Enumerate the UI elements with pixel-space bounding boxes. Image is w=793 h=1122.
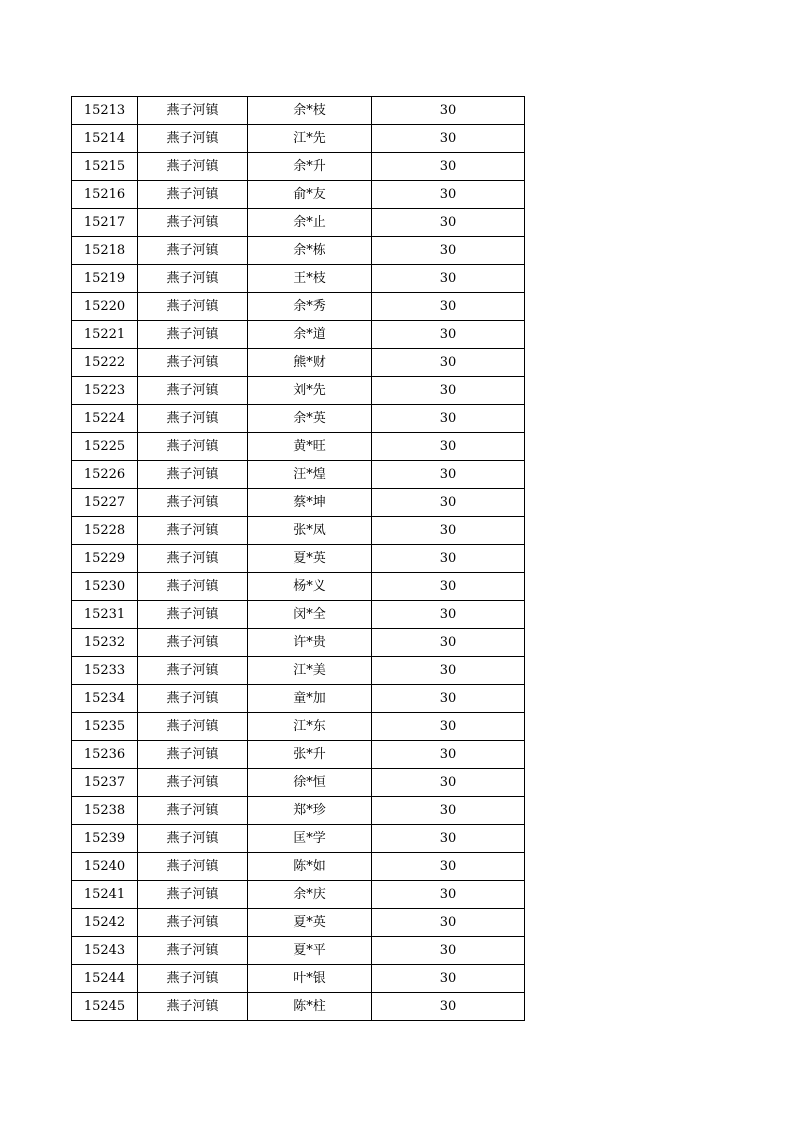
amount-cell: 30 xyxy=(372,825,525,853)
amount-cell: 30 xyxy=(372,181,525,209)
table-row xyxy=(72,265,525,293)
row-id-cell: 15214 xyxy=(72,125,138,153)
name-cell: 叶*银 xyxy=(248,965,372,993)
table-row xyxy=(72,293,525,321)
table-row xyxy=(72,993,525,1021)
name-cell: 余*枝 xyxy=(248,97,372,125)
amount-cell: 30 xyxy=(372,685,525,713)
amount-cell: 30 xyxy=(372,797,525,825)
row-id-cell: 15230 xyxy=(72,573,138,601)
amount-cell: 30 xyxy=(372,321,525,349)
town-cell: 燕子河镇 xyxy=(138,209,248,237)
name-cell: 匡*学 xyxy=(248,825,372,853)
amount-cell: 30 xyxy=(372,601,525,629)
amount-cell: 30 xyxy=(372,433,525,461)
town-cell: 燕子河镇 xyxy=(138,741,248,769)
name-cell: 汪*煌 xyxy=(248,461,372,489)
amount-cell: 30 xyxy=(372,769,525,797)
town-cell: 燕子河镇 xyxy=(138,545,248,573)
name-cell: 夏*英 xyxy=(248,909,372,937)
amount-cell: 30 xyxy=(372,881,525,909)
name-cell: 江*东 xyxy=(248,713,372,741)
name-cell: 张*升 xyxy=(248,741,372,769)
table-row xyxy=(72,405,525,433)
row-id-cell: 15233 xyxy=(72,657,138,685)
table-row xyxy=(72,629,525,657)
amount-cell: 30 xyxy=(372,657,525,685)
amount-cell: 30 xyxy=(372,573,525,601)
table-row xyxy=(72,937,525,965)
amount-cell: 30 xyxy=(372,713,525,741)
amount-cell: 30 xyxy=(372,489,525,517)
amount-cell: 30 xyxy=(372,377,525,405)
name-cell: 童*加 xyxy=(248,685,372,713)
amount-cell: 30 xyxy=(372,937,525,965)
table-row xyxy=(72,125,525,153)
town-cell: 燕子河镇 xyxy=(138,825,248,853)
row-id-cell: 15226 xyxy=(72,461,138,489)
name-cell: 陈*如 xyxy=(248,853,372,881)
town-cell: 燕子河镇 xyxy=(138,293,248,321)
name-cell: 余*道 xyxy=(248,321,372,349)
town-cell: 燕子河镇 xyxy=(138,713,248,741)
table-row xyxy=(72,461,525,489)
row-id-cell: 15222 xyxy=(72,349,138,377)
table-row xyxy=(72,237,525,265)
row-id-cell: 15237 xyxy=(72,769,138,797)
name-cell: 闵*全 xyxy=(248,601,372,629)
row-id-cell: 15227 xyxy=(72,489,138,517)
town-cell: 燕子河镇 xyxy=(138,433,248,461)
town-cell: 燕子河镇 xyxy=(138,97,248,125)
row-id-cell: 15217 xyxy=(72,209,138,237)
table-row xyxy=(72,741,525,769)
town-cell: 燕子河镇 xyxy=(138,125,248,153)
name-cell: 许*贵 xyxy=(248,629,372,657)
amount-cell: 30 xyxy=(372,545,525,573)
table-row xyxy=(72,685,525,713)
town-cell: 燕子河镇 xyxy=(138,769,248,797)
row-id-cell: 15216 xyxy=(72,181,138,209)
row-id-cell: 15232 xyxy=(72,629,138,657)
amount-cell: 30 xyxy=(372,405,525,433)
row-id-cell: 15236 xyxy=(72,741,138,769)
table-row xyxy=(72,489,525,517)
name-cell: 陈*柱 xyxy=(248,993,372,1021)
town-cell: 燕子河镇 xyxy=(138,853,248,881)
table-row xyxy=(72,853,525,881)
amount-cell: 30 xyxy=(372,125,525,153)
town-cell: 燕子河镇 xyxy=(138,405,248,433)
town-cell: 燕子河镇 xyxy=(138,265,248,293)
amount-cell: 30 xyxy=(372,461,525,489)
amount-cell: 30 xyxy=(372,153,525,181)
row-id-cell: 15213 xyxy=(72,97,138,125)
name-cell: 王*枝 xyxy=(248,265,372,293)
name-cell: 俞*友 xyxy=(248,181,372,209)
amount-cell: 30 xyxy=(372,293,525,321)
town-cell: 燕子河镇 xyxy=(138,321,248,349)
row-id-cell: 15225 xyxy=(72,433,138,461)
row-id-cell: 15245 xyxy=(72,993,138,1021)
row-id-cell: 15243 xyxy=(72,937,138,965)
row-id-cell: 15223 xyxy=(72,377,138,405)
row-id-cell: 15244 xyxy=(72,965,138,993)
name-cell: 余*栋 xyxy=(248,237,372,265)
town-cell: 燕子河镇 xyxy=(138,181,248,209)
amount-cell: 30 xyxy=(372,629,525,657)
amount-cell: 30 xyxy=(372,265,525,293)
table-row xyxy=(72,797,525,825)
table-row xyxy=(72,825,525,853)
amount-cell: 30 xyxy=(372,993,525,1021)
table-row xyxy=(72,321,525,349)
town-cell: 燕子河镇 xyxy=(138,377,248,405)
town-cell: 燕子河镇 xyxy=(138,461,248,489)
row-id-cell: 15238 xyxy=(72,797,138,825)
row-id-cell: 15239 xyxy=(72,825,138,853)
row-id-cell: 15242 xyxy=(72,909,138,937)
row-id-cell: 15228 xyxy=(72,517,138,545)
amount-cell: 30 xyxy=(372,237,525,265)
town-cell: 燕子河镇 xyxy=(138,349,248,377)
table-row xyxy=(72,769,525,797)
name-cell: 江*先 xyxy=(248,125,372,153)
table-row xyxy=(72,909,525,937)
name-cell: 余*英 xyxy=(248,405,372,433)
town-cell: 燕子河镇 xyxy=(138,601,248,629)
town-cell: 燕子河镇 xyxy=(138,685,248,713)
town-cell: 燕子河镇 xyxy=(138,909,248,937)
town-cell: 燕子河镇 xyxy=(138,629,248,657)
row-id-cell: 15241 xyxy=(72,881,138,909)
name-cell: 余*庆 xyxy=(248,881,372,909)
table-row xyxy=(72,97,525,125)
town-cell: 燕子河镇 xyxy=(138,881,248,909)
amount-cell: 30 xyxy=(372,909,525,937)
row-id-cell: 15219 xyxy=(72,265,138,293)
amount-cell: 30 xyxy=(372,349,525,377)
row-id-cell: 15221 xyxy=(72,321,138,349)
name-cell: 夏*平 xyxy=(248,937,372,965)
town-cell: 燕子河镇 xyxy=(138,965,248,993)
town-cell: 燕子河镇 xyxy=(138,657,248,685)
table-row xyxy=(72,713,525,741)
row-id-cell: 15229 xyxy=(72,545,138,573)
name-cell: 熊*财 xyxy=(248,349,372,377)
name-cell: 余*秀 xyxy=(248,293,372,321)
table-row xyxy=(72,181,525,209)
name-cell: 杨*义 xyxy=(248,573,372,601)
amount-cell: 30 xyxy=(372,517,525,545)
data-table xyxy=(71,96,525,1021)
name-cell: 徐*恒 xyxy=(248,769,372,797)
name-cell: 余*止 xyxy=(248,209,372,237)
name-cell: 余*升 xyxy=(248,153,372,181)
town-cell: 燕子河镇 xyxy=(138,153,248,181)
name-cell: 刘*先 xyxy=(248,377,372,405)
row-id-cell: 15215 xyxy=(72,153,138,181)
table-body xyxy=(72,97,525,1021)
table-row xyxy=(72,545,525,573)
row-id-cell: 15224 xyxy=(72,405,138,433)
name-cell: 江*美 xyxy=(248,657,372,685)
table-row xyxy=(72,153,525,181)
town-cell: 燕子河镇 xyxy=(138,489,248,517)
table-row xyxy=(72,657,525,685)
table-row xyxy=(72,377,525,405)
table-row xyxy=(72,433,525,461)
town-cell: 燕子河镇 xyxy=(138,573,248,601)
table-row xyxy=(72,517,525,545)
town-cell: 燕子河镇 xyxy=(138,937,248,965)
table-row xyxy=(72,881,525,909)
name-cell: 黄*旺 xyxy=(248,433,372,461)
amount-cell: 30 xyxy=(372,741,525,769)
amount-cell: 30 xyxy=(372,209,525,237)
table-row xyxy=(72,349,525,377)
name-cell: 郑*珍 xyxy=(248,797,372,825)
table-row xyxy=(72,573,525,601)
name-cell: 张*凤 xyxy=(248,517,372,545)
row-id-cell: 15220 xyxy=(72,293,138,321)
table-row xyxy=(72,209,525,237)
town-cell: 燕子河镇 xyxy=(138,237,248,265)
row-id-cell: 15235 xyxy=(72,713,138,741)
row-id-cell: 15234 xyxy=(72,685,138,713)
row-id-cell: 15231 xyxy=(72,601,138,629)
town-cell: 燕子河镇 xyxy=(138,517,248,545)
amount-cell: 30 xyxy=(372,853,525,881)
table-row xyxy=(72,601,525,629)
amount-cell: 30 xyxy=(372,965,525,993)
row-id-cell: 15218 xyxy=(72,237,138,265)
town-cell: 燕子河镇 xyxy=(138,797,248,825)
amount-cell: 30 xyxy=(372,97,525,125)
table-row xyxy=(72,965,525,993)
town-cell: 燕子河镇 xyxy=(138,993,248,1021)
row-id-cell: 15240 xyxy=(72,853,138,881)
name-cell: 夏*英 xyxy=(248,545,372,573)
name-cell: 蔡*坤 xyxy=(248,489,372,517)
